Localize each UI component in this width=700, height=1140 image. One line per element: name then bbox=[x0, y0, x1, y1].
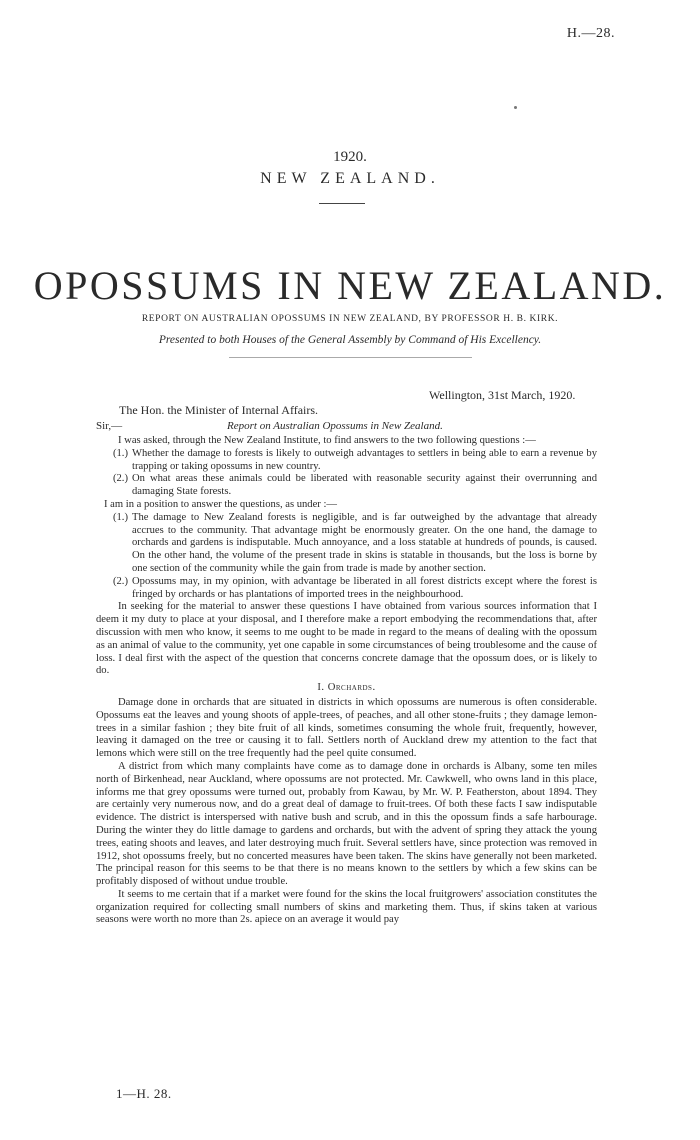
answer-item bbox=[96, 512, 597, 576]
country-heading: NEW ZEALAND. bbox=[260, 170, 440, 187]
question-number: (1.) bbox=[112, 447, 128, 459]
paragraph-district: A district from which many complaints have come as to damage done in orchards is Albany, some ten miles north of Birkenhead, near Auckland, where opossums are not protected. Mr. Cawkwell, who owns land in this place, informs me that grey opossums were turned out, probably from Kawau, by Mr. W. P. Featherston, about 1894. They are certainly very numerous now, and do a great deal of damage to fruit-trees. Of both these facts I saw indisputable evidence. The district is interspersed with native bush and scrub, and in this the opossum finds a safe harbourage. During the winter they do little damage to gardens and orchards, but with the advent of spring they attack the young trees, eating shoots and leaves, and later destroying much fruit. Several settlers have, since protection was removed in 1912, shot opossums freely, but no concerted measures have been taken. The skins have generally not been marketed. The principal reason for this seems to be that there is no means known to the settlers by which a few skins can be profitably disposed of without undue trouble. bbox=[96, 760, 597, 888]
paragraph-damage: Damage done in orchards that are situated in districts in which opossums are numerous is often considerable. Opossums eat the leaves and young shoots of apple-trees, of peaches, and all other stone-fruits ; they damage lemon-trees in a similar fashion ; they bite fruit of all kinds, sometimes consuming the whole fruit, frequently, however, leaving it damaged on the tree or causing it to fall. Settlers north of Auckland drew my attention to the fact that lemons which were still on the tree frequently had the peel quite consumed. bbox=[96, 696, 597, 760]
section-number: I. bbox=[317, 682, 325, 694]
year: 1920. bbox=[333, 149, 367, 165]
divider-long bbox=[229, 357, 472, 358]
questions-list bbox=[96, 448, 597, 499]
divider-short bbox=[319, 203, 365, 204]
section-title: Orchards. bbox=[327, 682, 376, 694]
question-text: Whether the damage to forests is likely to outweigh advantages to settlers in being able to earn a revenue by trapping or taking opossums in new country. bbox=[132, 447, 597, 472]
answer-number: (2.) bbox=[112, 575, 128, 587]
page-footer: 1—H. 28. bbox=[116, 1086, 172, 1101]
answer-number: (1.) bbox=[112, 511, 128, 523]
salutation: Sir,— bbox=[96, 420, 123, 432]
question-item bbox=[96, 448, 597, 474]
question-text: On what areas these animals could be liberated with reasonable security against their overrunning and damaging State forests. bbox=[132, 473, 597, 498]
paragraph-intro: I was asked, through the New Zealand Institute, to find answers to the two following questions :— bbox=[118, 435, 536, 446]
answer-text: The damage to New Zealand forests is negligible, and is far outweighed by the advantage that already accrues to the community. That advantage might be enormously greater. On the one hand, the damage to orchards and gardens is indisputable. Much annoyance, and a loss statable at hundreds of pounds, is caused. On the other hand, the volume of the present trade in skins is statable in thousands, but the loss is borne by one section of the community while the gain from trade is made by another section. bbox=[132, 511, 597, 574]
document-title: OPOSSUMS IN NEW ZEALAND. bbox=[33, 263, 667, 308]
question-item bbox=[96, 473, 597, 499]
paragraph-seeking: In seeking for the material to answer these questions I have obtained from various sources information that I deem it my duty to place at your disposal, and I therefore make a report embodying the recommendations that, after discussion with men who know, it seems to me ought to be made in regard to the means of dealing with the opossum as an animal of value to the community, yet one capable in some circumstances of being troublesome and the cause of loss. I deal first with the aspect of the question that concerns concrete damage that the opossum does, or is likely to do. bbox=[96, 601, 597, 677]
report-title: Report on Australian Opossums in New Zealand. bbox=[227, 420, 443, 432]
question-number: (2.) bbox=[112, 473, 128, 485]
document-subtitle: REPORT ON AUSTRALIAN OPOSSUMS IN NEW ZEALAND, BY PROFESSOR H. B. KIRK. bbox=[141, 314, 559, 324]
section-heading bbox=[96, 682, 597, 695]
speck-mark bbox=[514, 106, 517, 109]
report-body bbox=[96, 435, 597, 927]
dateline: Wellington, 31st March, 1920. bbox=[429, 388, 576, 402]
answer-item bbox=[96, 576, 597, 602]
paper-code: H.—28. bbox=[566, 26, 615, 41]
paragraph-certain: It seems to me certain that if a market were found for the skins the local fruitgrowers' association constitutes the organization required for collecting small numbers of skins and marketing them. Thus, if skins taken at various seasons were worth no more than 2s. apiece on an average it would pay bbox=[96, 888, 597, 926]
presented-line: Presented to both Houses of the General Assembly by Command of His Excellency. bbox=[158, 334, 542, 346]
answer-lead: I am in a position to answer the questions, as under :— bbox=[104, 498, 338, 510]
answers-list bbox=[96, 512, 597, 602]
addressee: The Hon. the Minister of Internal Affairs. bbox=[119, 403, 319, 417]
answer-text: Opossums may, in my opinion, with advantage be liberated in all forest districts except where the forest is fringed by orchards or has plantations of imported trees in the neighbourhood. bbox=[132, 575, 597, 600]
